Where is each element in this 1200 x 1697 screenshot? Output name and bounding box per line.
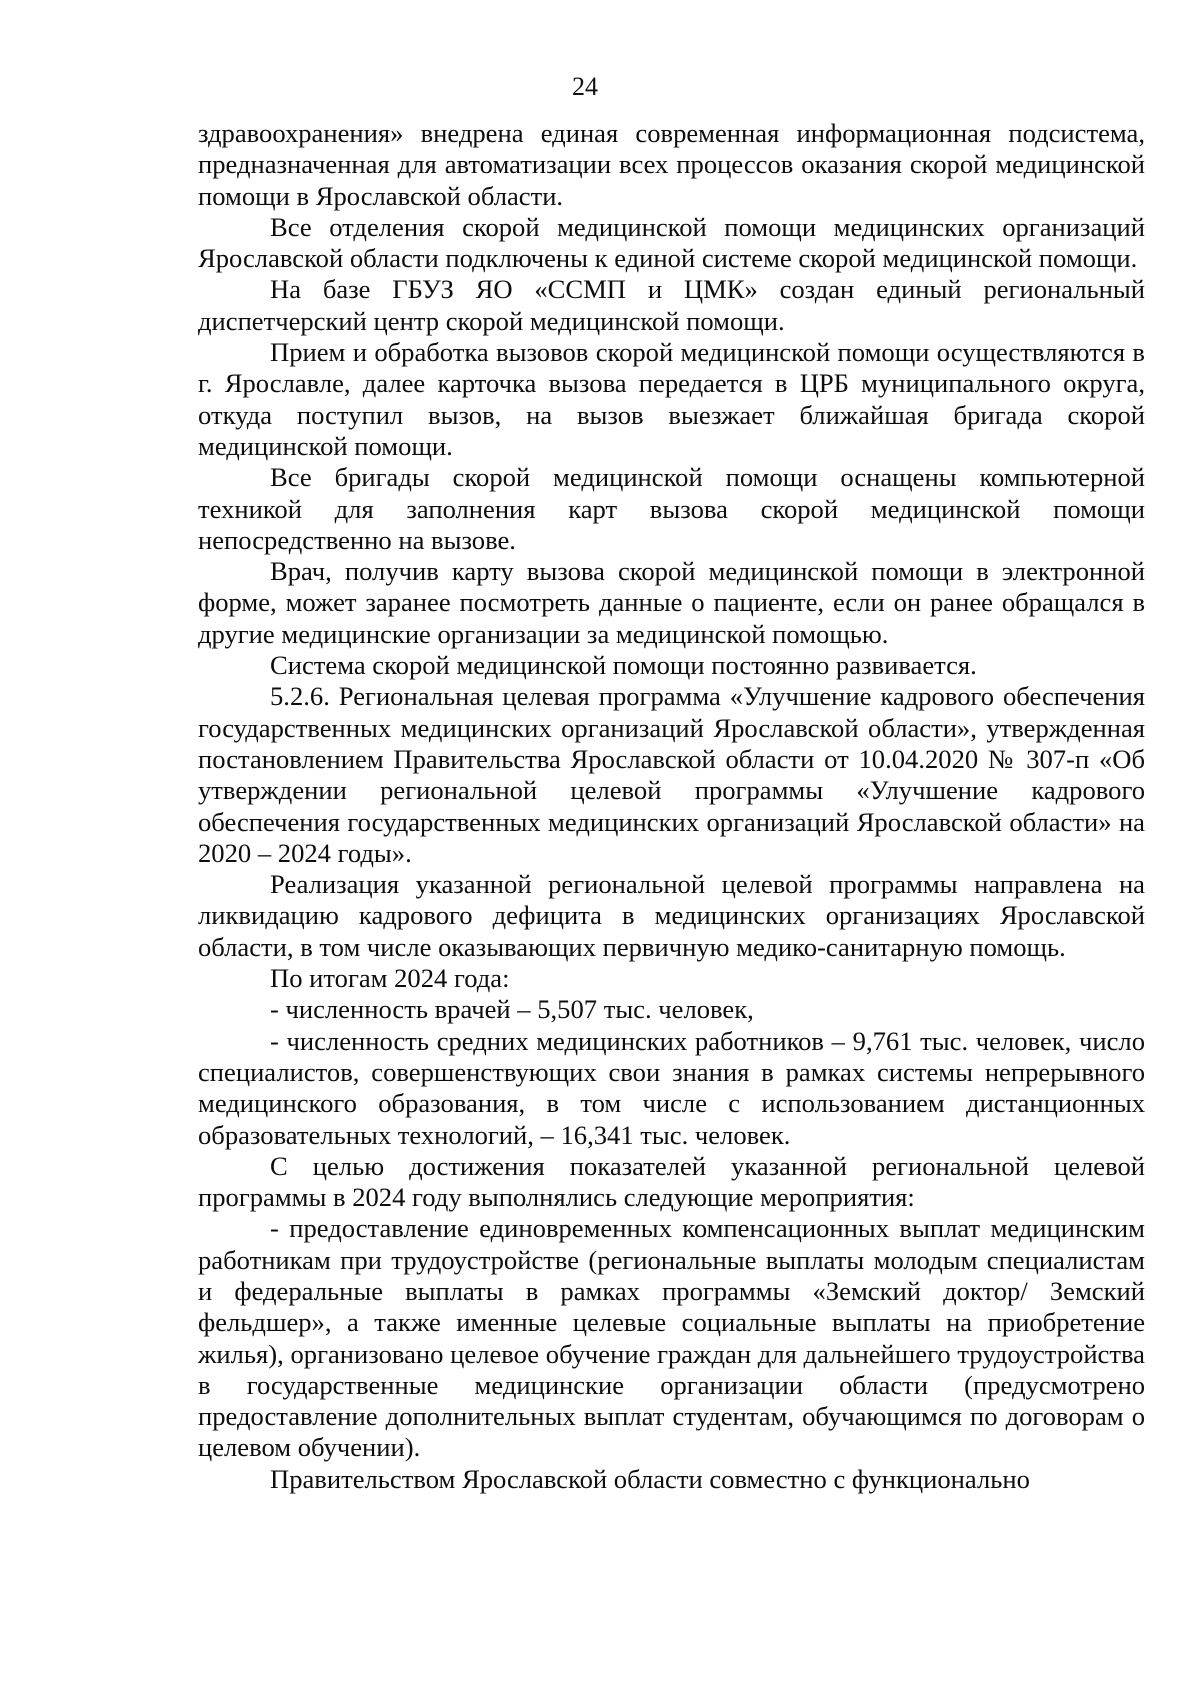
paragraph-doctor-access: Врач, получив карту вызова скорой медицинской помощи в электронной форме, может заранее посмотреть данные о пациенте, если он ранее обращался в другие медицинские организации за медицинской помощью. — [198, 556, 1145, 649]
paragraph-dispatch-center: На базе ГБУЗ ЯО «ССМП и ЦМК» создан единый региональный диспетчерский центр скорой медицинской помощи. — [198, 274, 1145, 336]
list-item-nurses: - численность средних медицинских работников – 9,761 тыс. человек, число специалистов, совершенствующих свои знания в рамках системы непрерывного медицинского образования, в том числе с использованием дистанционных образовательных технологий, – 16,341 тыс. человек. — [198, 1025, 1145, 1150]
paragraph-continuation: здравоохранения» внедрена единая современная информационная подсистема, предназначенная для автоматизации всех процессов оказания скорой медицинской помощи в Ярославской области. — [198, 118, 1145, 211]
list-item-payments: - предоставление единовременных компенсационных выплат медицинским работникам при трудоустройстве (региональные выплаты молодым специалистам и федеральные выплаты в рамках программы «Земский доктор/ Земский фельдшер», а также именные целевые социальные выплаты на приобретение жилья), организовано целевое обучение граждан для дальнейшего трудоустройства в государственные медицинские организации области (предусмотрено предоставление дополнительных выплат студентам, обучающимся по договорам о целевом обучении). — [198, 1213, 1145, 1463]
paragraph-system-development: Система скорой медицинской помощи постоянно развивается. — [270, 650, 977, 681]
paragraph-section-5-2-6: 5.2.6. Региональная целевая программа «Улучшение кадрового обеспечения государственных медицинских организаций Ярославской области», утвержденная постановлением Правительства Ярославской области от 10.04.2020 № 307-п «Об утверждении региональной целевой программы «Улучшение кадрового обеспечения государственных медицинских организаций Ярославской области» на 2020 – 2024 годы». — [198, 681, 1145, 868]
paragraph-team-equipment: Все бригады скорой медицинской помощи оснащены компьютерной техникой для заполнения карт вызова скорой медицинской помощи непосредственно на вызове. — [198, 462, 1145, 555]
page-number: 24 — [572, 72, 598, 101]
paragraph-call-processing: Прием и обработка вызовов скорой медицинской помощи осуществляются в г. Ярославле, далее карточка вызова передается в ЦРБ муниципального округа, откуда поступил вызов, на вызов выезжает ближайшая бригада скорой медицинской помощи. — [198, 337, 1145, 461]
paragraph-program-goal: Реализация указанной региональной целевой программы направлена на ликвидацию кадрового дефицита в медицинских организациях Ярославской области, в том числе оказывающих первичную медико-санитарную помощь. — [198, 869, 1145, 962]
paragraph-measures-intro: С целью достижения показателей указанной региональной целевой программы в 2024 году выполнялись следующие мероприятия: — [198, 1150, 1145, 1213]
list-item-doctors: - численность врачей – 5,507 тыс. человек, — [270, 994, 754, 1025]
paragraph-ambulance-departments: Все отделения скорой медицинской помощи медицинских организаций Ярославской области подключены к единой системе скорой медицинской помощи. — [198, 211, 1145, 274]
paragraph-government: Правительством Ярославской области совместно с функционально — [270, 1463, 1030, 1494]
document-body — [198, 118, 1145, 1495]
paragraph-results-intro: По итогам 2024 года: — [270, 963, 510, 994]
